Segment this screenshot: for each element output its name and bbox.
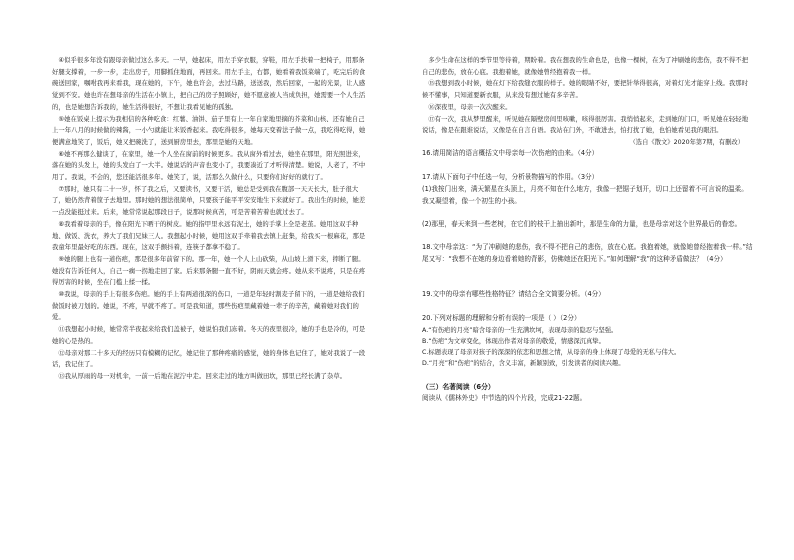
paragraph-9: ⑨她的腿上也有一道伤疤，那是很多年前留下的。那一年，她一个人上山砍柴，从山坡上滑下来，摔断了腿。她没有告诉任何人，自己一瘸一拐地走回了家。后来那条腿一直不好，阴雨天就会疼。她从来不说疼，只是在疼得厉害的时候，坐在门槛上揉一揉。 — [52, 255, 366, 287]
left-column — [52, 55, 370, 383]
paragraph-11: ⑪我想起小时候，她常常半夜起来给我们盖被子，她说怕我们冻着。冬天的夜里很冷，她的手也是冷的，可是她的心是热的。 — [52, 326, 366, 345]
section-heading: （三）名著阅读（6分） — [422, 382, 495, 391]
question-17-item-1 — [422, 184, 754, 208]
question-number: 18. — [422, 243, 433, 252]
option-c: C.标题表现了母亲对孩子的深深的依恋和思想之情，从母亲的身上体现了母爱的无私与伟大。 — [422, 348, 681, 356]
paragraph-14: 多少生命在这样的季节里等待着，期盼着。我在想我的生命也是，也像一棵树，在为了冲刷她的悲伤，我不得不把自己的悲伤，放在心底。我抱着她，就像她曾经抱着我一样。 — [422, 57, 749, 76]
question-16 — [422, 148, 754, 160]
question-18 — [422, 242, 754, 266]
paragraph-8: ⑧我看着母亲的手，像在阳光下晒干的树皮。她的指甲里永远有泥土，她的手掌上全是老茧。她用这双手种地、做饭、洗衣，养大了我们兄妹三人。我想起小时候，她用这双手牵着我去镇上赶集，给我买一根麻花，那是我童年里最好吃的东西。现在，这双手颤抖着，连筷子都拿不稳了。 — [52, 220, 366, 252]
question-text: 文中的母亲有哪些性格特征？请结合全文简要分析。（4分） — [432, 290, 605, 299]
question-number: 16. — [422, 149, 433, 158]
question-20 — [422, 313, 754, 325]
source-citation: （选自《散文》2020年第7期，有删改） — [629, 138, 744, 146]
paragraph-5: ⑤她在饭桌上提示为我相信的各种吃食：红薯、油饼、茄子里有上一年自家地里摘的芥菜和山核、还有她自己上一年八月的时候做的辣酱，一小勺就能让米饭香起来。我吃得很多，她每天变着法子做一点，我吃得吃得，她便满意地笑了，饭后，她又把碗洗了，送到厨房里去，那里是她的天地。 — [52, 115, 366, 146]
question-text: 请从下面句子中任选一句，分析景物描写的作用。（3分） — [432, 172, 599, 181]
answer-space — [422, 208, 754, 220]
question-number: (2) — [422, 220, 432, 229]
paragraph-6: ⑥她不再那么健谈了，在家里，她一个人坐在窗前的时候更多。我从窗外看过去，她坐在那里，阳光照进来，落在她的头发上，她的头发白了一大半。她说话的声音也变小了，我要凑近了才听得清楚。她说，人老了，不中用了。我说，不会的，您还能活很多年。她笑了，说，活那么久做什么，只要你们好好的就行了。 — [52, 150, 366, 182]
question-text: 下列对标题的理解和分析有误的一项是（ ）（2分） — [432, 313, 581, 322]
option-b: B.“伤疤”为文章变化，体现出作者对母亲的敬爱，情感深沉真挚。 — [422, 337, 605, 345]
question-text: 请用简洁的语言概括文中母亲每一次伤疤的由来。（4分） — [432, 149, 599, 158]
paragraph-4: ④似乎很多年没有跟母亲做过这么多天。一早，她起床，用左手穿衣服，穿鞋，用左手扶着一把椅子，用那条好腿支撑着，一步一步，走出房子，用脚抓住地面，再回来。用左手主，右都，她看着我饭菜端了，吃完后的食碗送回家，嘱咐我再来看我，现在她的，下午，她也许会，去过马路，送送我，然后回家，一起的光景，让人感觉到不安。她也许在想母亲的生活在小镇上，把自己的房子照顾好，她不愿意被人当成负担，她需要一个人生活的，也是她想告诉我的，她生活得很好，不想让我看见她的孤独。 — [52, 57, 366, 111]
paragraph-7: ⑦那时，她只有二十一岁，怀了我之后，又要读书，又要干活，她总是受到我在腹部一天天长大，肚子很大了，她仍然背着筐子去地里。那时她的想法很简单，只要孩子能平平安安地生下来就好了。我出生的时候，她差一点没能挺过来。后来，她常常说起那段日子，说那时候真苦，可是苦着苦着也就过去了。 — [52, 185, 366, 217]
section-instruction: 阅读从《儒林外史》中节选的四个片段，完成21-22题。 — [422, 393, 587, 402]
question-number: (1) — [422, 184, 432, 193]
paragraph-10: ⑩我说，母亲的手上有很多伤疤。她的手上有两道很深的伤口，一道是年轻时割麦子留下的，一道是她给我们做饭时被刀划的。她说，不疼，早就不疼了。可是我知道，那些伤疤里藏着她一辈子的辛苦，藏着她对我们的爱。 — [52, 291, 365, 322]
answer-space — [422, 231, 754, 243]
question-text: 我按门出来，满天繁星在头顶上，月亮不知在什么地方，我像一把锯子划开，切口上还留着不可言说的温柔。我又凝望着，像一个初生的小孩。 — [422, 184, 748, 205]
option-a: A.“有伤疤的月亮”暗含母亲的一生充满坎坷，表现母亲的隐忍与坚强。 — [422, 326, 618, 334]
paragraph-16: ⑯深夜里，母亲一次次醒来。 — [428, 103, 512, 111]
section-gap — [422, 369, 754, 381]
question-number: 19. — [422, 290, 433, 299]
question-text: 文中母亲这：“为了冲刷她的悲伤，我不得不把自己的悲伤，放在心底。我抱着她，就像她曾经抱着我一样。”结尾又写：“我想不在她的身边看着她的背影，仿佛她还在阳光下。”如何理解“我”的这种矛盾做法？（4分） — [422, 243, 753, 264]
question-number: 20. — [422, 313, 433, 322]
option-d: D.“月亮”和“伤疤”的结合，含义丰富，新颖别致，引发读者的阅读兴趣。 — [422, 360, 625, 368]
paragraph-13: ⑬我从厚雨的母一对机伞，一前一后地在泥泞中走。回来走过的地方叫做田坎，那里已经长满了杂草。 — [58, 372, 347, 380]
answer-space — [422, 266, 754, 289]
right-column — [422, 55, 754, 405]
answer-space — [422, 160, 754, 172]
question-number: 17. — [422, 172, 433, 181]
paragraph-12: ⑫母亲对那二十多天的经历只有模糊的记忆，她记住了那种疼痛的感觉，她的身体也记住了，她对我说了一段话，我记住了。 — [52, 349, 366, 369]
paragraph-17: ⑰有一次，我从梦里醒来，听见她在隔壁房间里咳嗽，咳得很厉害。我悄悄起来，走到她的门口，听见她在轻轻地说话，像是在跟谁说话，又像是在自言自语。我站在门外，不敢进去，怕打扰了她，也怕她看见我的眼泪。 — [422, 115, 749, 135]
question-text: 那里，春天来到一些老树，在它们的枝干上抽出新叶，那是生命的力量，也是母亲对这个世界最后的眷恋。 — [431, 220, 742, 229]
question-17 — [422, 172, 754, 184]
question-19 — [422, 289, 754, 301]
question-17-item-2 — [422, 219, 754, 231]
paragraph-15: ⑮我想到我小时候，她在灯下给我缝衣服的样子。她的眼睛不好，要把针举得很高，对着灯光才能穿上线。我那时候不懂事，只知道要新衣服，从来没有想过她有多辛苦。 — [422, 80, 749, 100]
answer-space — [422, 301, 754, 313]
